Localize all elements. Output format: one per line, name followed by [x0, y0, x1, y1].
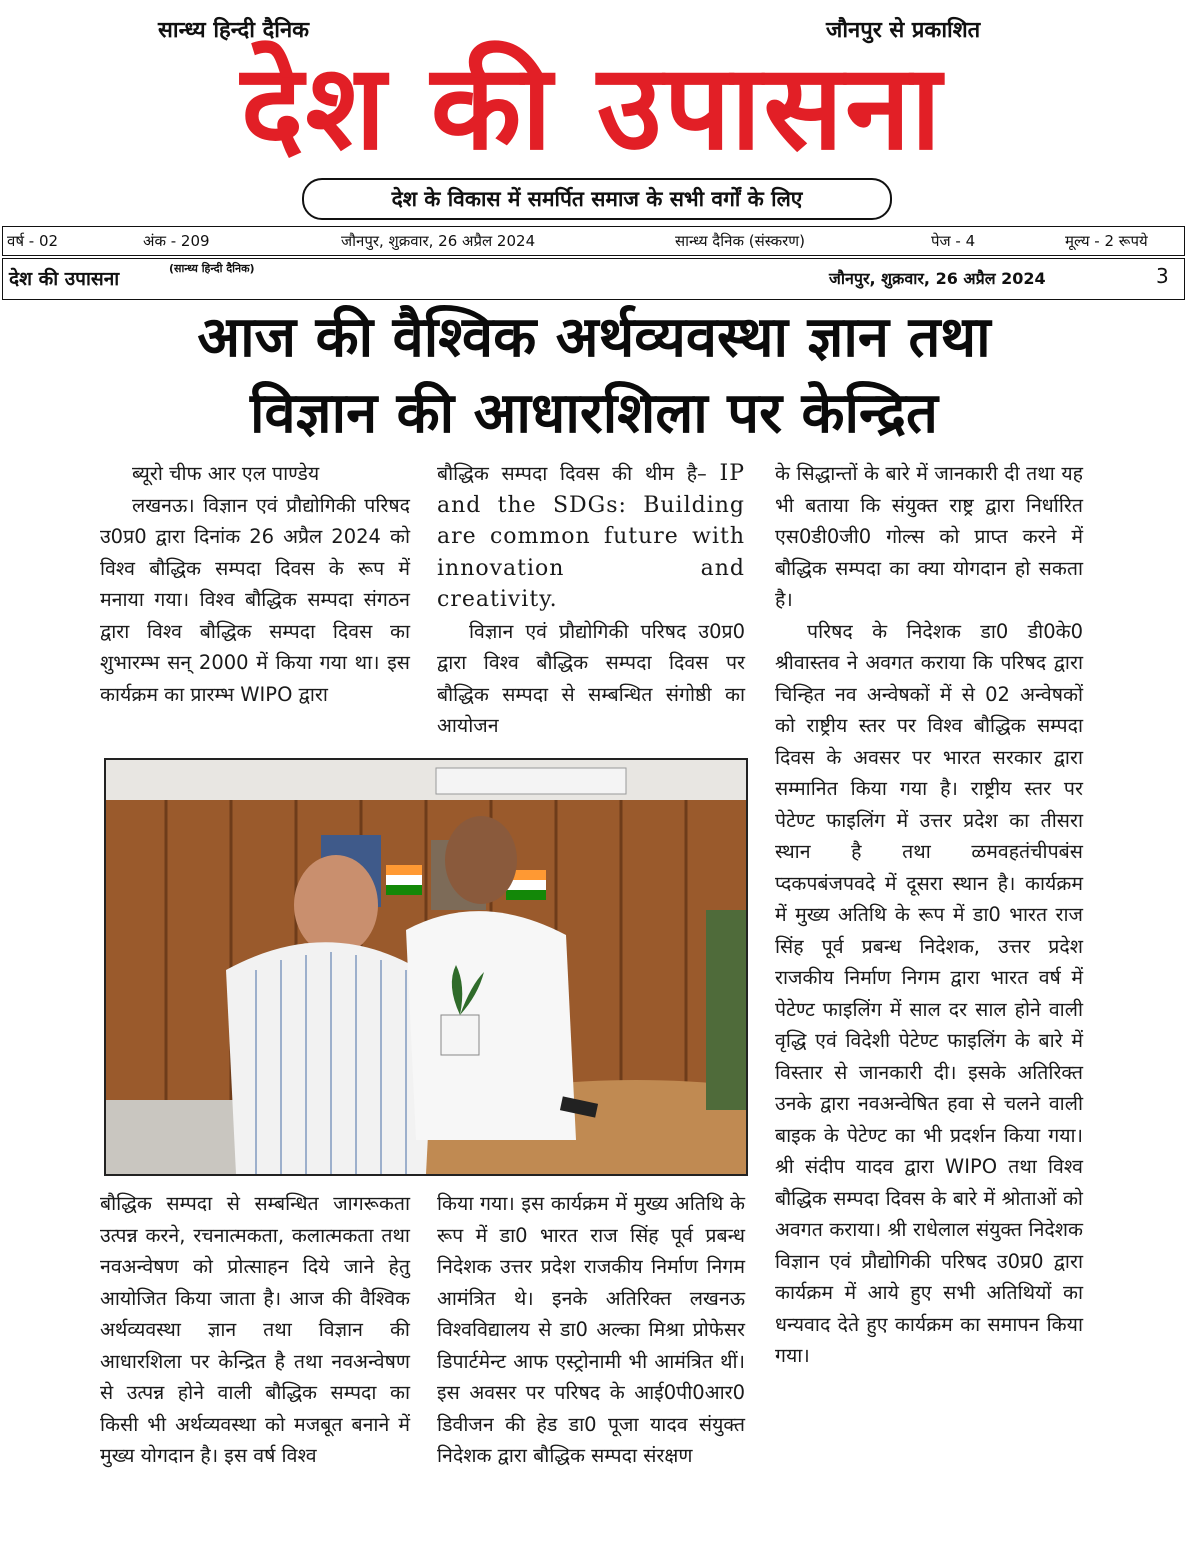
page-header-name: देश की उपासना	[9, 268, 120, 290]
col3-para-2: परिषद के निदेशक डा0 डी0के0 श्रीवास्तव ने अवगत कराया कि परिषद द्वारा चिन्हित नव अन्वेषकों में से 02 अन्वेषकों को राष्ट्रीय स्तर पर विश्व बौद्धिक सम्पदा दिवस के अवसर पर भारत सरकार द्वारा सम्मानित किया गया है। राष्ट्रीय स्तर पर पेटेण्ट फाइलिंग में उत्तर प्रदेश का तीसरा स्थान है तथा ळमवहतंचीपबंस प्दकपबंजपवदे में दूसरा स्थान है। कार्यक्रम में मुख्य अतिथि के रूप में डा0 भारत राज सिंह पूर्व प्रबन्ध निदेशक, उत्तर प्रदेश राजकीय निर्माण निगम द्वारा भारत वर्ष में पेटेण्ट फाइलिंग में साल दर साल होने वाली वृद्धि एवं विदेशी पेटेण्ट फाइलिंग के बारे में विस्तार से जानकारी दी। इसके अतिरिक्त उनके द्वारा नवअन्वेषित हवा से चलने वाली बाइक के पेटेण्ट का भी प्रदर्शन किया गया। श्री संदीप यादव द्वारा WIPO तथा विश्व बौद्धिक सम्पदा दिवस के बारे में श्रोताओं को अवगत कराया। श्री राधेलाल संयुक्त निदेशक विज्ञान एवं प्रौद्योगिकी परिषद उ0प्र0 द्वारा कार्यक्रम में आये हुए सभी अतिथियों का धन्यवाद देते हुए कार्यक्रम का समापन किया गया।	[775, 619, 1083, 1367]
column-1-top	[100, 458, 410, 710]
tagline-right: जौनपुर से प्रकाशित	[826, 18, 981, 43]
headline-line-1: आज की वैश्विक अर्थव्यवस्था ज्ञान तथा	[197, 305, 991, 370]
page-header-date: जौनपुर, शुक्रवार, 26 अप्रैल 2024	[829, 269, 1046, 288]
photo-illustration	[106, 760, 746, 1174]
column-3	[775, 458, 1083, 1372]
edition-label: सान्ध्य दैनिक (संस्करण)	[675, 232, 805, 250]
theme-english: IP and the SDGs: Building are common future with innovation and creativity.	[437, 461, 745, 612]
col1-top-text: लखनऊ। विज्ञान एवं प्रौद्योगिकी परिषद उ0प्र0 द्वारा दिनांक 26 अप्रैल 2024 को विश्व बौद्धिक सम्पदा दिवस के रूप में मनाया गया। विश्व बौद्धिक सम्पदा संगठन द्वारा विश्व बौद्धिक सम्पदा दिवस का शुभारम्भ सन् 2000 में किया गया था। इस कार्यक्रम का प्रारम्भ WIPO द्वारा	[100, 493, 410, 706]
slogan: देश के विकास में समर्पित समाज के सभी वर्गों के लिए	[302, 178, 892, 220]
page-label: पेज - 4	[931, 232, 976, 250]
col1-bottom-text: बौद्धिक सम्पदा से सम्बन्धित जागरूकता उत्पन्न करने, रचनात्मकता, कलात्मकता तथा नवअन्वेषण को प्रोत्साहन दिये जाने हेतु आयोजित किया जाता है। आज की वैश्विक अर्थव्यवस्था ज्ञान तथा विज्ञान की आधारशिला पर केन्द्रित है तथा नवअन्वेषण से उत्पन्न होने वाली बौद्धिक सम्पदा का किसी भी अर्थव्यवस्था को मजबूत बनाने में मुख्य योगदान है। इस वर्ष विश्व	[100, 1192, 410, 1467]
byline: ब्यूरो चीफ आर एल पाण्डेय	[132, 462, 320, 485]
tagline-left: सान्ध्य हिन्दी दैनिक	[158, 18, 310, 43]
news-photo	[104, 758, 748, 1176]
column-2-top	[437, 458, 745, 742]
col2-top-text: विज्ञान एवं प्रौद्योगिकी परिषद उ0प्र0 द्वारा विश्व बौद्धिक सम्पदा दिवस पर बौद्धिक सम्पदा से सम्बन्धित संगोष्ठी का आयोजन	[437, 619, 745, 737]
page-header	[2, 258, 1185, 300]
headline	[60, 300, 1128, 452]
newspaper-name: देश की उपासना	[240, 38, 944, 176]
date-label: जौनपुर, शुक्रवार, 26 अप्रैल 2024	[341, 232, 536, 250]
info-bar	[2, 226, 1185, 256]
price-label: मूल्य - 2 रूपये	[1065, 232, 1148, 250]
issue-label: अंक - 209	[143, 232, 210, 250]
year-label: वर्ष - 02	[7, 232, 59, 250]
page-number: 3	[1156, 264, 1169, 288]
column-2-bottom	[437, 1188, 745, 1472]
col3-para-1: के सिद्धान्तों के बारे में जानकारी दी तथा यह भी बताया कि संयुक्त राष्ट्र द्वारा निर्धारित एस0डी0जी0 गोल्स को प्राप्त करने में बौद्धिक सम्पदा का क्या योगदान हो सकता है।	[775, 462, 1083, 611]
page-header-sub: (सान्ध्य हिन्दी दैनिक)	[169, 262, 255, 275]
theme-lead: बौद्धिक सम्पदा दिवस की थीम है–	[437, 462, 707, 485]
col2-bottom-text: किया गया। इस कार्यक्रम में मुख्य अतिथि के रूप में डा0 भारत राज सिंह पूर्व प्रबन्ध निदेशक उत्तर प्रदेश राजकीय निर्माण निगम आमंत्रित थे। इनके अतिरिक्त लखनऊ विश्वविद्यालय से डा0 अल्का मिश्रा प्रोफेसर डिपार्टमेन्ट आफ एस्ट्रोनामी भी आमंत्रित थीं। इस अवसर पर परिषद के आई0पी0आर0 डिवीजन की हेड डा0 पूजा यादव संयुक्त निदेशक द्वारा बौद्धिक सम्पदा संरक्षण	[437, 1192, 745, 1467]
column-1-bottom	[100, 1188, 410, 1472]
headline-line-2: विज्ञान की आधारशिला पर केन्द्रित	[250, 381, 938, 446]
